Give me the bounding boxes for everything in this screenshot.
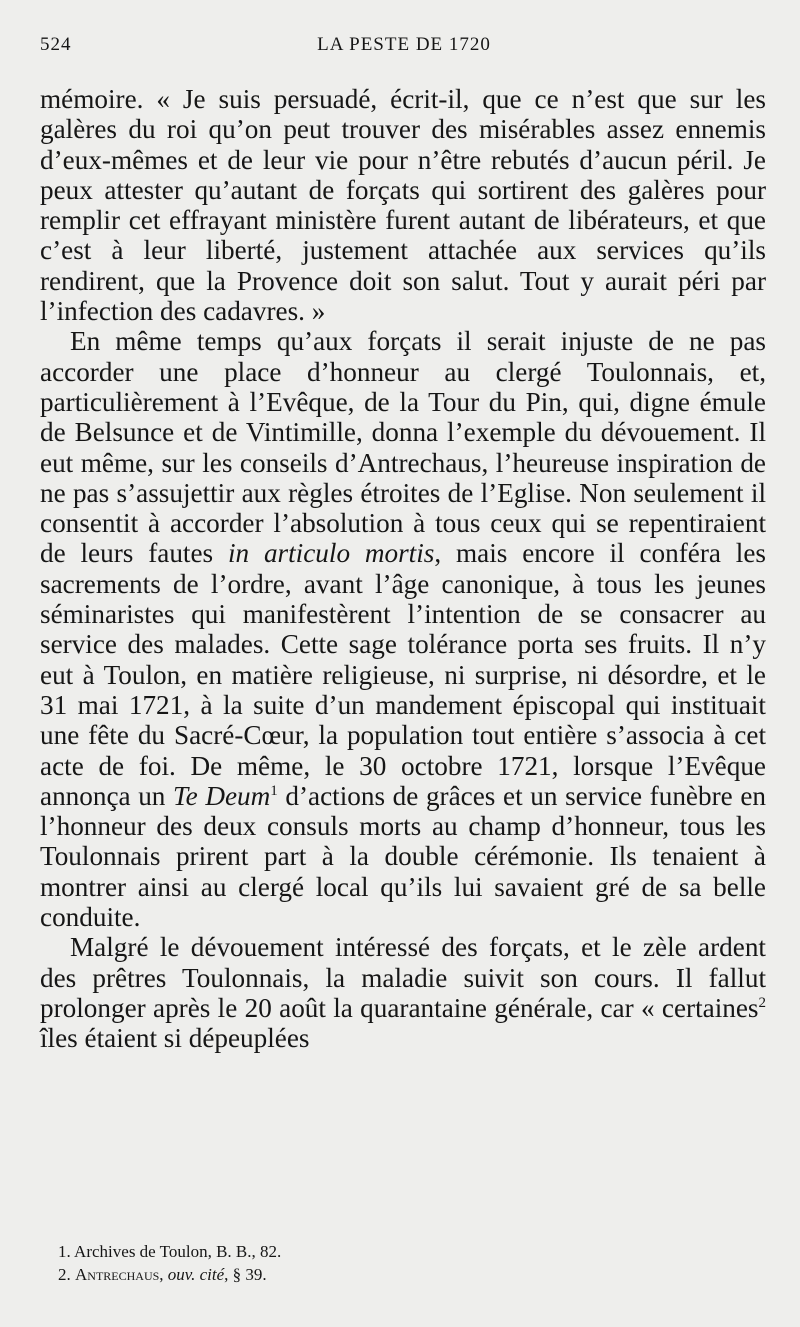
italic-text: Te Deum [173, 780, 271, 811]
body-text [40, 84, 766, 1054]
text-run: d’actions de grâces et un service funèbre en l’honneur des deux consuls morts au champ d’honneur, tous les Toulonnais prirent part à la double cérémonie. Ils tenaient à montrer ainsi au clergé local qu’ils lui savaient gré de sa belle conduite. [40, 780, 766, 933]
footnote [58, 1263, 758, 1286]
running-head [40, 34, 768, 58]
running-title: LA PESTE DE 1720 [317, 34, 491, 55]
paragraph [40, 932, 766, 1053]
text-run: En même temps qu’aux forçats il serait injuste de ne pas accorder une place d’honneur au clergé Toulonnais, et, particulièrement à l’Evêque, de la Tour du Pin, qui, digne émule de Belsunce et de Vintimille, donna l’exemple du dévouement. Il eut même, sur les conseils d’Antrechaus, l’heureuse inspiration de ne pas s’assujettir aux règles étroites de l’Eglise. Non seulement il consentit à accorder l’absolution à tous ceux qui se repentiraient de leurs fautes [40, 326, 766, 569]
paragraph [40, 326, 766, 932]
text-run: 1. Archives de Toulon, B. B., 82. [58, 1242, 282, 1261]
paragraph [40, 84, 766, 326]
italic-text: in articulo mortis [227, 538, 435, 569]
footnote-ref: 1 [270, 782, 278, 799]
text-run: , § 39. [224, 1265, 267, 1284]
text-run: , mais encore il conféra les sacrements de l’ordre, avant l’âge canonique, à tous les jeunes séminaristes qui manifestèrent l’intention de se consacrer au service des malades. Cette sage tolérance porta ses fruits. Il n’y eut à Toulon, en matière religieuse, ni surprise, ni désordre, et le 31 mai 1721, à la suite d’un mandement épiscopal qui instituait une fête du Sacré-Cœur, la population tout entière s’associa à cet acte de foi. De même, le 30 octobre 1721, lorsque l’Evêque annonça un [40, 538, 766, 811]
text-run: mémoire. « Je suis persuadé, écrit-il, que ce n’est que sur les galères du roi qu’on peut trouver des misérables assez ennemis d’eux-mêmes et de leur vie pour n’être rebutés d’aucun péril. Je peux attester qu’autant de forçats qui sortirent des galères pour remplir cet effrayant ministère furent autant de libérateurs, et que c’est à leur liberté, justement attachée aux services qu’ils rendirent, que la Provence doit son salut. Tout y aurait péri par l’infection des cadavres. » [40, 84, 766, 327]
footnotes [58, 1240, 758, 1286]
footnote [58, 1240, 758, 1263]
italic-text: ouv. cité [167, 1265, 225, 1284]
text-run: , [159, 1265, 168, 1284]
author-name: Antrechaus [75, 1265, 160, 1284]
text-run: Malgré le dévouement intéressé des forçats, et le zèle ardent des prêtres Toulonnais, la maladie suivit son cours. Il fallut prolonger après le 20 août la quarantaine générale, car « certaines [40, 932, 766, 1023]
text-run: 2. [58, 1265, 75, 1284]
footnote-ref: 2 [758, 994, 766, 1011]
text-run: îles étaient si dépeuplées [40, 1023, 310, 1054]
page-number: 524 [40, 34, 72, 55]
